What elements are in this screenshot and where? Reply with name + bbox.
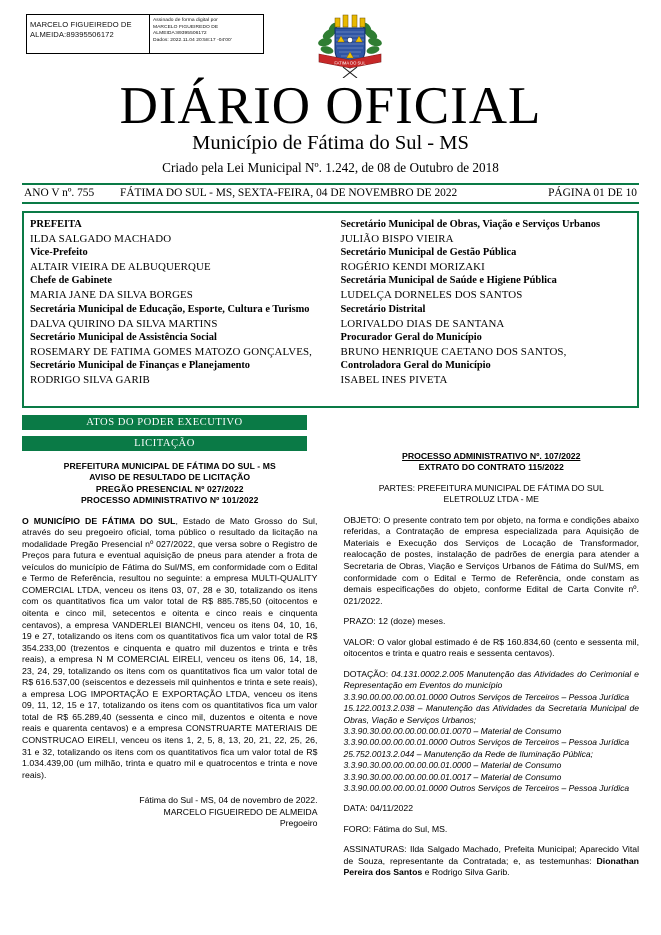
- municipal-coat-of-arms-icon: [313, 10, 387, 78]
- contract-foro: FORO: Fátima do Sul, MS.: [343, 823, 448, 834]
- column-left: [22, 451, 331, 879]
- dotacao-line: 04.131.0002.2.005 Manutenção das Atividades do Cerimonial e Representação em Eventos do município: [343, 668, 640, 691]
- left-sign-role: Pregoeiro: [279, 818, 318, 829]
- left-heading-line-4: PROCESSO ADMINISTRATIVO Nº 101/2022: [80, 495, 259, 506]
- section-banner-atos-poder-executivo: ATOS DO PODER EXECUTIVO: [22, 415, 307, 430]
- dotacao-line: 3.3.90.30.00.00.00.00.00.01.0070 – Material de Consumo: [343, 725, 562, 736]
- officials-column-left: [30, 218, 331, 400]
- top-band: [22, 8, 639, 80]
- official-name: ROGÉRIO KENDI MORIZAKI: [340, 261, 485, 274]
- officials-box: [22, 211, 639, 408]
- official-name: RODRIGO SILVA GARIB: [30, 374, 150, 387]
- left-sign-place-date: Fátima do Sul - MS, 04 de novembro de 2022.: [139, 795, 318, 806]
- page-title: DIÁRIO OFICIAL: [119, 77, 542, 135]
- dotacao-line: 15.122.0013.2.038 – Manutenção das Atividades da Secretaria Municipal de Obras, Viação e Serviços Urbanos;: [343, 703, 639, 725]
- contract-party-line-2: ELETROLUZ LTDA - ME: [443, 494, 539, 505]
- dotacao-line: 3.3.90.00.00.00.00.01.0000 Outros Serviços de Terceiros – Pessoa Jurídica: [343, 737, 630, 748]
- contract-parties: [344, 483, 640, 506]
- signature-detail-line-2: MARCELO FIGUEIREDO DE: [153, 24, 219, 30]
- left-heading-line-1: PREFEITURA MUNICIPAL DE FÁTIMA DO SUL - MS: [63, 461, 276, 471]
- signature-name: MARCELO FIGUEIREDO DE ALMEIDA:89395506172: [30, 20, 132, 39]
- contract-party-line-1: PARTES: PREFEITURA MUNICIPAL DE FÁTIMA DO SUL: [378, 482, 604, 493]
- column-right: [331, 451, 640, 879]
- official-name: JULIÃO BISPO VIEIRA: [340, 233, 454, 246]
- official-name: LUDELÇA DORNELES DOS SANTOS: [340, 289, 523, 302]
- issue-year-number: ANO V nº. 755: [24, 187, 95, 199]
- official-name: ALTAIR VIEIRA DE ALBUQUERQUE: [30, 261, 211, 274]
- masthead-subtitle: Município de Fátima do Sul - MS: [192, 132, 469, 154]
- dotacao-line: 3.3.90.00.00.00.00.01.0000 Outros Serviços de Terceiros – Pessoa Jurídica: [343, 782, 630, 793]
- licitacao-lead: O MUNICÍPIO DE FÁTIMA DO SUL: [22, 515, 176, 526]
- assinaturas-label: ASSINATURAS:: [343, 844, 407, 855]
- official-role: Secretária Municipal de Saúde e Higiene Pública: [340, 275, 557, 287]
- official-role: Controladora Geral do Município: [340, 359, 491, 371]
- masthead: [22, 78, 639, 176]
- official-role: Secretário Municipal de Finanças e Planejamento: [30, 359, 251, 371]
- dotacao-line: 3.3.90.30.00.00.00.00.00.01.0000 – Material de Consumo: [343, 760, 562, 771]
- signature-detail-line-1: Assinado de forma digital por: [153, 18, 218, 23]
- dotacao-label: DOTAÇÃO:: [343, 668, 389, 679]
- issue-meta-bar: [22, 183, 639, 204]
- official-name: LORIVALDO DIAS DE SANTANA: [340, 317, 505, 330]
- official-name: MARIA JANE DA SILVA BORGES: [30, 289, 193, 302]
- official-role: Secretário Municipal de Gestão Pública: [340, 247, 517, 259]
- signature-detail-line-4: Dados: 2022.11.04 20:58:17 -04'00': [153, 37, 232, 43]
- official-role: Secretário Distrital: [340, 303, 426, 315]
- official-role: Secretário Municipal de Obras, Viação e Serviços Urbanos: [340, 219, 601, 230]
- right-heading-processo: PROCESSO ADMINISTRATIVO Nº. 107/2022: [402, 451, 581, 461]
- right-heading-extrato: EXTRATO DO CONTRATO 115/2022: [418, 462, 564, 473]
- assinaturas-witness-bold: Dionathan Pereira dos Santos: [343, 855, 639, 878]
- dotacao-line: 3.3.90.00.00.00.00.01.0000 Outros Serviços de Terceiros – Pessoa Jurídica: [343, 691, 630, 702]
- signature-details: [149, 15, 263, 53]
- official-role: Secretário Municipal de Assistência Social: [30, 331, 217, 343]
- official-name: ILDA SALGADO MACHADO: [30, 233, 172, 246]
- left-heading-line-2: AVISO DE RESULTADO DE LICITAÇÃO: [89, 472, 251, 483]
- contract-valor: VALOR: O valor global estimado é de R$ 160.834,60 (cento e sessenta mil, oitocentos e trinta e quatro reais e sessenta centavos).: [343, 636, 639, 659]
- licitacao-result-paragraph: [22, 516, 318, 782]
- dotacao-line: 25.752.0013.2.044 – Manutenção da Rede de Iluminação Pública;: [343, 748, 594, 759]
- dotacao-line: 3.3.90.30.00.00.00.00.00.01.0017 – Material de Consumo: [343, 771, 562, 782]
- issue-page-number: PÁGINA 01 DE 10: [548, 187, 637, 199]
- official-role: PREFEITA: [30, 219, 82, 230]
- officials-column-right: [331, 218, 632, 400]
- official-role: Chefe de Gabinete: [30, 275, 112, 287]
- signature-detail-line-3: ALMEIDA:89395506172: [153, 31, 207, 36]
- assinaturas-tail: e Rodrigo Silva Garib.: [422, 867, 510, 878]
- section-banner-licitacao: LICITAÇÃO: [22, 436, 307, 451]
- issue-place-date: FÁTIMA DO SUL - MS, SEXTA-FEIRA, 04 DE NOVEMBRO DE 2022: [120, 187, 458, 199]
- contract-dotacao: [344, 669, 640, 692]
- official-role: Procurador Geral do Município: [340, 331, 482, 343]
- left-sign-name: MARCELO FIGUEIREDO DE ALMEIDA: [163, 806, 318, 817]
- svg-text:FATIMA DO SUL: FATIMA DO SUL: [334, 60, 366, 66]
- masthead-created-law: Criado pela Lei Municipal Nº. 1.242, de 08 de Outubro de 2018: [162, 160, 499, 175]
- official-name: ISABEL INES PIVETA: [340, 374, 448, 387]
- contract-objeto: OBJETO: O presente contrato tem por objeto, na forma e condições abaixo referidas, a Contratação de empresa especializada para Aquisição de Materiais e Execução dos Serviços de Locação de Transformador, realocação de postes, instalação de padrões de energia para atender a Secretaria de Obras, Viação e Serviços Urbanos de Fátima do Sul/MS, em conformidade com o Edital e Termo de Referência, onde constam as demais especificações do objeto, conforme Edital de Carta Convite nº. 021/2022.: [343, 514, 639, 606]
- official-name: DALVA QUIRINO DA SILVA MARTINS: [30, 317, 218, 330]
- left-heading-line-3: PREGÃO PRESENCIAL Nº 027/2022: [95, 483, 244, 494]
- body-columns: [22, 451, 639, 879]
- digital-signature-box: [26, 14, 264, 54]
- contract-data: DATA: 04/11/2022: [343, 803, 414, 814]
- official-name: ROSEMARY DE FATIMA GOMES MATOZO GONÇALVES,: [30, 345, 312, 358]
- assinaturas-text: Ilda Salgado Machado, Prefeita Municipal; Aparecido Vital de Souza, representante da Contratada; e, as testemunhas:: [343, 844, 639, 866]
- contract-assinaturas: [344, 844, 640, 879]
- contract-prazo: PRAZO: 12 (doze) meses.: [343, 616, 446, 627]
- official-role: Vice-Prefeito: [30, 247, 88, 259]
- left-signature-block: [22, 795, 318, 830]
- licitacao-body: , Estado de Mato Grosso do Sul, através do seu pregoeiro oficial, toma público o resultado da licitação na modalidade Pregão Presencial nº 027/2022, que versa sobre o Registro de Preços para futura e eventual aquisição de pneus para atender a frota de veículos do município de Fátima do Sul/MS, em conformidade com o Edital e Termo de Referência, resultou no seguinte: a empresa MULTI-QUALITY COMERCIAL LTDA, venceu os itens 03, 07, 28 e 30, totalizando os itens com os quantitativos fica um valor total de R$ 885.785,50 (oitocentos e oitenta e cinco mil, setecentos e oitenta e cinco reais e cinquenta centavos), a empresa VANDERLEI BIANCHI, venceu os itens 04, 10, 16, 19 e 27, totalizando os itens com os quantitativos fica um valor total de R$ 354.233,00 (trezentos e cinquenta e quatro mil duzentos e trinta e três reais), a empresa N M COMERCIAL EIRELI, venceu os itens 06, 14, 18, 23, 24, 29, totalizando os itens com os quantitativos fica um valor total de R$ 616.537,00 (seiscentos e dezesseis mil quinhentos e trinta e sete reais), a empresa LOG IMPORTAÇÃO E EXPORTAÇÃO LTDA, venceu os itens 09, 11, 12, 15 e 17, totalizando os itens com os quantitativos fica um valor total de R$ 65.289,40 (sessenta e cinco mil, duzentos e oitenta e nove reais e quarenta centavos) e a empresa CONSTRUARTE MATERIAIS DE CONSTRUCAO EIRELI, venceu os itens 1, 2, 5, 8, 13, 20, 21, 22, 25, 26, 31 e 32, totalizando os itens com os quantitativos fica um valor total de R$ 1.034.439,00 (um milhão, trinta e quatro mil e quatrocentos e trinta e nove reais).: [22, 515, 318, 780]
- official-role: Secretária Municipal de Educação, Esporte, Cultura e Turismo: [30, 303, 310, 315]
- official-name: BRUNO HENRIQUE CAETANO DOS SANTOS,: [340, 345, 567, 358]
